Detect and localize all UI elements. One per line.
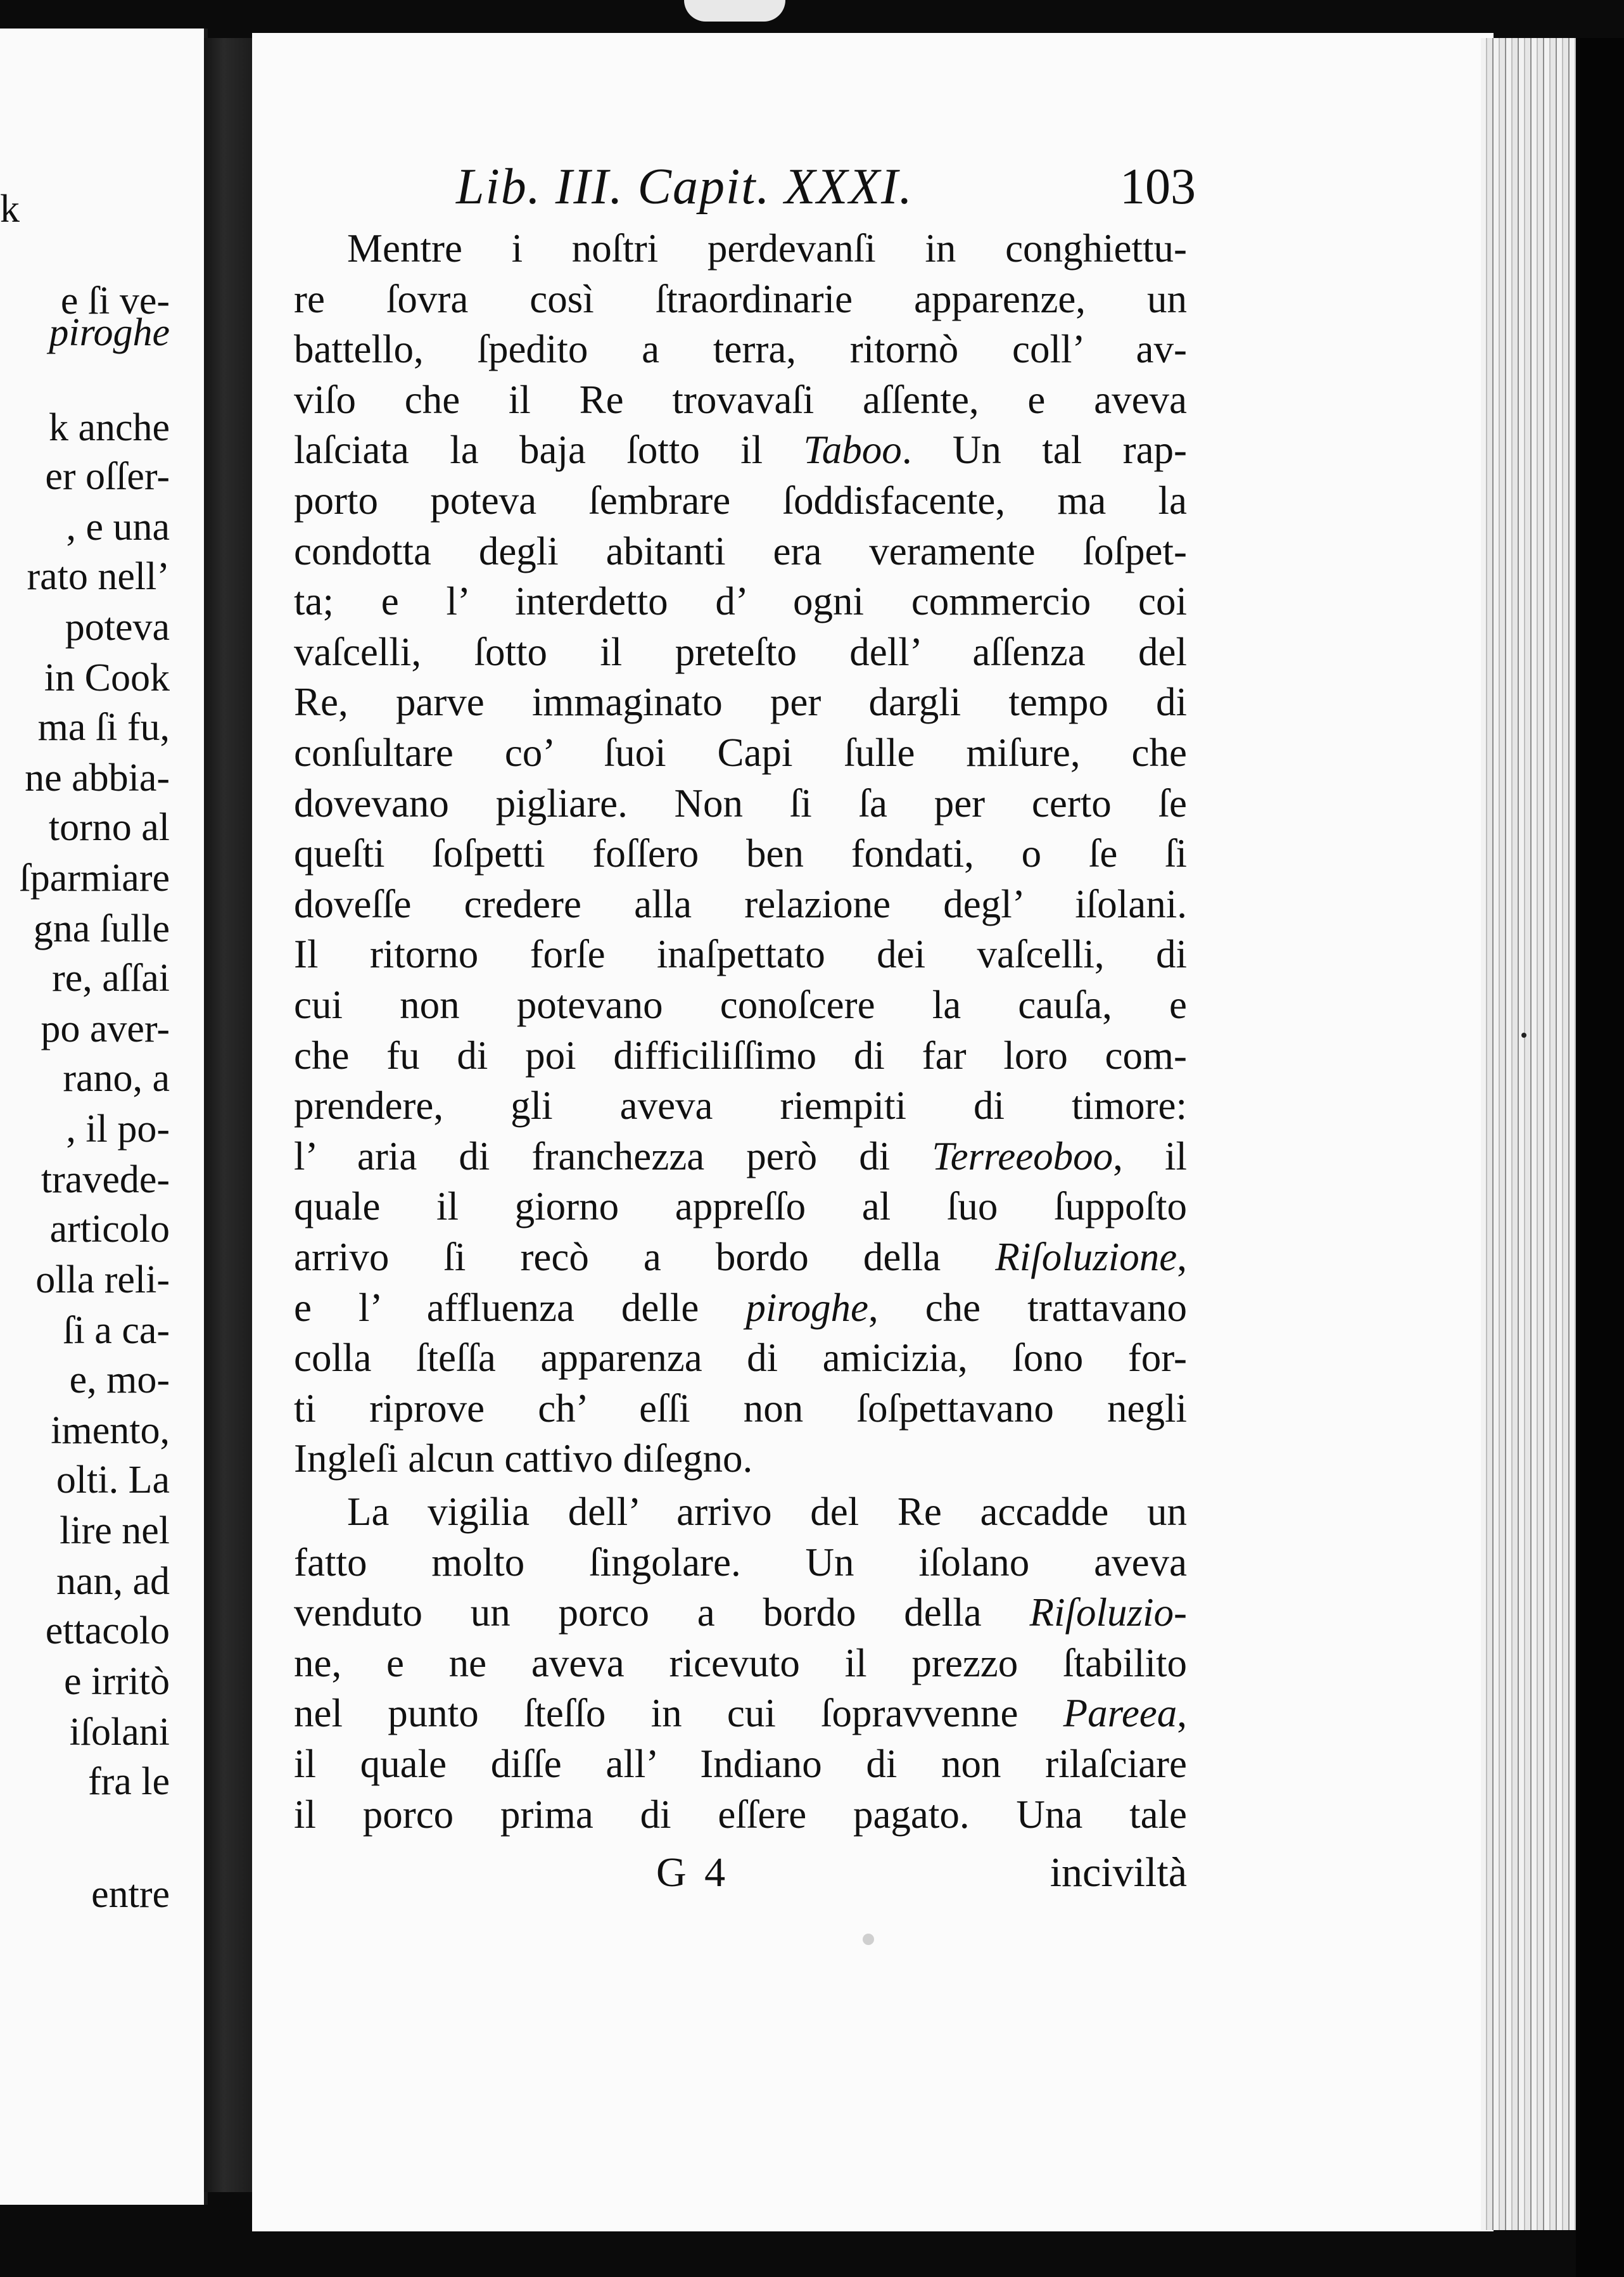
previous-page-line: nan, ad <box>56 1560 170 1603</box>
text-line <box>294 1080 1187 1131</box>
previous-page-line: , il po- <box>66 1107 170 1151</box>
previous-page-line: olti. La <box>56 1458 170 1502</box>
previous-page-line: po aver- <box>41 1007 170 1050</box>
previous-page-line: poteva <box>65 606 170 649</box>
previous-page-line: rano, a <box>63 1057 170 1100</box>
text-line <box>294 1433 1187 1484</box>
previous-page-line: imento, <box>51 1409 170 1452</box>
previous-page-line: e irritò <box>64 1660 170 1703</box>
previous-page-line: k <box>0 188 20 231</box>
previous-page-line: er oſſer- <box>45 455 170 498</box>
page-edges <box>1481 38 1576 2230</box>
previous-page-line: iſolani <box>69 1711 170 1754</box>
previous-page-line: k anche <box>48 406 170 449</box>
text-line-main: venduto un porco a bordo della <box>294 1590 1030 1635</box>
ink-speck <box>684 0 785 22</box>
text-line-main: fatto molto ſingolare. Un iſolano aveva <box>294 1540 1187 1585</box>
italic-term: piroghe <box>745 1285 868 1330</box>
text-line <box>294 475 1187 526</box>
text-line <box>294 274 1187 324</box>
text-line-main: nel punto ſteſſo in cui ſopravvenne <box>294 1691 1063 1735</box>
text-line <box>294 627 1187 677</box>
text-line-main: re ſovra così ſtraordinarie apparenze, un <box>294 277 1187 321</box>
text-line <box>294 727 1187 778</box>
previous-page-line: rato nell’ <box>27 555 170 598</box>
text-line <box>294 1131 1187 1182</box>
previous-page-line: ſparmiare <box>19 857 170 900</box>
running-head <box>456 158 1196 215</box>
ink-speck <box>863 1934 874 1945</box>
previous-page-line: e, mo- <box>69 1358 170 1401</box>
text-line <box>294 1789 1187 1840</box>
text-line-main: ne, e ne aveva ricevuto il prezzo ſtabilito <box>294 1641 1187 1685</box>
italic-term: Taboo <box>803 428 902 472</box>
text-line-main: Mentre i noſtri perdevanſi in conghiettu- <box>347 226 1187 271</box>
page-number: 103 <box>1120 159 1196 215</box>
previous-page-line: fra le <box>87 1760 170 1803</box>
text-line <box>294 424 1187 475</box>
text-line-main: il quale diſſe all’ Indiano di non rilaſciare <box>294 1742 1187 1786</box>
text-line-main: laſciata la baja ſotto il <box>294 428 804 472</box>
text-line-main: quale il giorno appreſſo al ſuo ſuppoſto <box>294 1184 1187 1228</box>
text-line <box>294 576 1187 627</box>
previous-page-line: torno al <box>48 806 170 849</box>
italic-term: Riſoluzio- <box>1029 1590 1187 1635</box>
text-line-main: e l’ affluenza delle <box>294 1285 746 1330</box>
previous-page-line: articolo <box>49 1208 170 1251</box>
text-line-tail: , il <box>1113 1134 1187 1178</box>
edge-shadow <box>1576 38 1624 2277</box>
text-line-main: dovevano pigliare. Non ſi ſa per certo ſe <box>294 781 1187 826</box>
text-line <box>294 828 1187 879</box>
previous-page-line: lire nel <box>60 1509 170 1552</box>
text-line <box>294 1383 1187 1434</box>
catchword: inciviltà <box>1050 1849 1187 1896</box>
previous-page-fragment <box>0 29 208 2205</box>
text-line <box>294 1638 1187 1688</box>
text-line-main: arrivo ſi recò a bordo della <box>294 1235 996 1279</box>
text-line <box>294 1537 1187 1588</box>
previous-page-line: ettacolo <box>45 1609 170 1652</box>
previous-page-line: piroghe <box>49 311 170 354</box>
text-line-tail: , <box>1177 1691 1187 1735</box>
text-line-main: La vigilia dell’ arrivo del Re accadde un <box>347 1489 1187 1534</box>
previous-page-line: in Cook <box>44 656 170 699</box>
text-line <box>294 374 1187 425</box>
previous-page-line: ma ſi fu, <box>37 706 170 749</box>
text-line <box>294 526 1187 577</box>
text-line <box>294 1486 1187 1537</box>
text-line-main: battello, ſpedito a terra, ritornò coll’ av- <box>294 327 1187 371</box>
text-line-tail: , <box>1177 1235 1187 1279</box>
text-line-main: ta; e l’ interdetto d’ ogni commercio coi <box>294 579 1187 623</box>
text-line-main: colla ſteſſa apparenza di amicizia, ſono for- <box>294 1336 1187 1380</box>
text-line <box>294 1688 1187 1738</box>
ink-speck <box>1521 1033 1526 1038</box>
text-line <box>294 1738 1187 1789</box>
text-line-main: ti riprove ch’ eſſi non ſoſpettavano negli <box>294 1386 1187 1431</box>
text-line-main: Re, parve immaginato per dargli tempo di <box>294 680 1187 724</box>
text-line <box>294 1232 1187 1282</box>
text-line-tail: . Un tal rap- <box>901 428 1188 472</box>
text-line-main: Ingleſi alcun cattivo diſegno. <box>294 1436 753 1481</box>
previous-page-line: entre <box>91 1873 170 1916</box>
previous-page-line: , e una <box>66 506 170 549</box>
text-line <box>294 1587 1187 1638</box>
previous-page-line: re, aſſai <box>52 957 170 1000</box>
italic-term: Terreeoboo <box>932 1134 1113 1178</box>
text-line <box>294 778 1187 829</box>
book-gutter <box>204 38 253 2192</box>
text-line <box>294 223 1187 274</box>
text-line <box>294 1030 1187 1081</box>
previous-page-line: ſi a ca- <box>63 1309 170 1352</box>
text-line <box>294 879 1187 929</box>
text-line-main: cui non potevano conoſcere la cauſa, e <box>294 983 1187 1027</box>
text-line <box>294 1282 1187 1333</box>
text-line-main: prendere, gli aveva riempiti di timore: <box>294 1083 1187 1128</box>
text-line <box>294 324 1187 374</box>
previous-page-line: olla reli- <box>35 1258 170 1301</box>
text-line <box>294 1332 1187 1383</box>
text-line-main: che fu di poi difficiliſſimo di far loro com- <box>294 1033 1187 1078</box>
text-line-main: vaſcelli, ſotto il preteſto dell’ aſſenza del <box>294 630 1187 674</box>
signature-mark: G 4 <box>656 1849 730 1896</box>
running-head-title: Lib. III. Capit. XXXI. <box>456 159 913 215</box>
text-line <box>294 929 1187 979</box>
text-line-main: Il ritorno forſe inaſpettato dei vaſcelli, di <box>294 932 1187 976</box>
text-line <box>294 677 1187 727</box>
text-line-main: l’ aria di franchezza però di <box>294 1134 932 1178</box>
previous-page-line: travede- <box>41 1158 170 1201</box>
previous-page-line: gna ſulle <box>33 907 170 950</box>
text-line <box>294 979 1187 1030</box>
previous-page-line: ne abbia- <box>25 756 170 800</box>
italic-term: Pareea <box>1063 1691 1177 1735</box>
text-line-main: conſultare co’ ſuoi Capi ſulle miſure, che <box>294 730 1187 775</box>
previous-page-line: e ſi ve- <box>60 279 170 322</box>
text-line-main: queſti ſoſpetti foſſero ben fondati, o ſe ſi <box>294 831 1187 876</box>
text-line <box>294 1181 1187 1232</box>
text-line-main: il porco prima di eſſere pagato. Una tale <box>294 1792 1187 1837</box>
text-line-tail: , che trattavano <box>868 1285 1187 1330</box>
text-line-main: porto poteva ſembrare ſoddisfacente, ma la <box>294 478 1187 523</box>
page-footer <box>294 1849 1187 1906</box>
text-line-main: doveſſe credere alla relazione degl’ iſolani. <box>294 882 1187 926</box>
text-line-main: viſo che il Re trovavaſi aſſente, e aveva <box>294 378 1187 422</box>
italic-term: Riſoluzione <box>995 1235 1177 1279</box>
text-line-main: condotta degli abitanti era veramente ſoſpet- <box>294 529 1187 573</box>
